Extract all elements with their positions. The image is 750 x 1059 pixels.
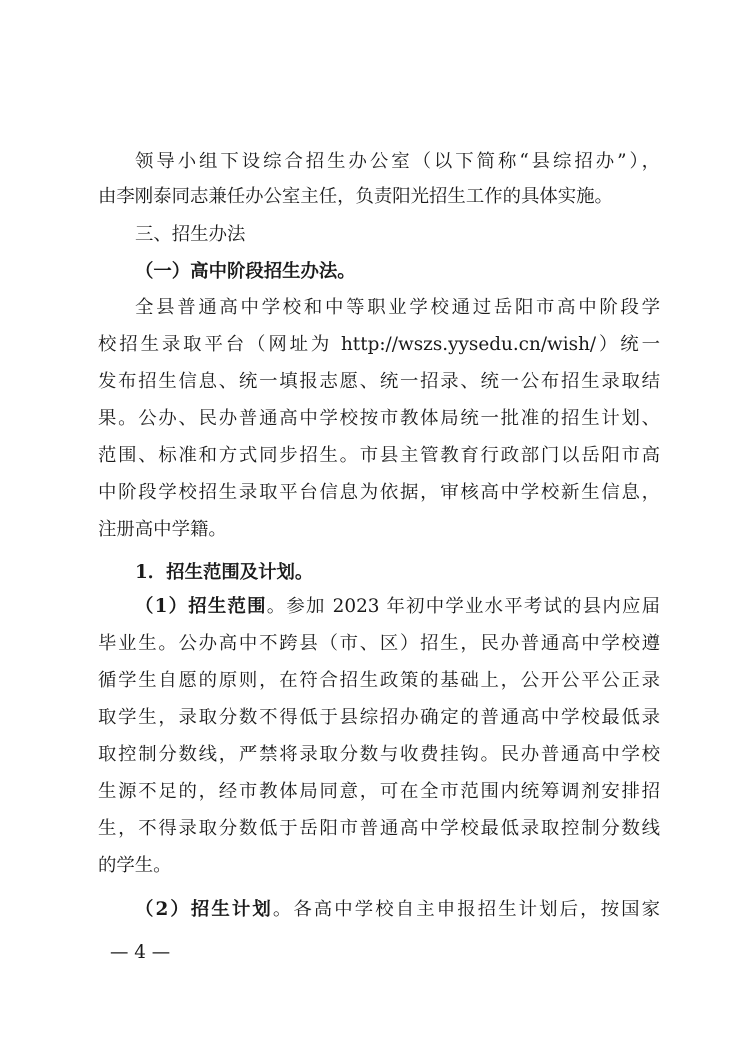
paragraph-line: 生，不得录取分数低于岳阳市普通高中学校最低录取控制分数线 (98, 818, 660, 839)
paragraph-line: 校招生录取平台（网址为 http://wszs.yysedu.cn/wish/）统一 (98, 334, 660, 355)
paragraph-line: 的学生。 (98, 855, 172, 876)
inline-heading: （2）招生计划 (135, 899, 273, 920)
paragraph-line: 果。公办、民办普通高中学校按市教体局统一批准的招生计划、 (98, 408, 660, 429)
item-heading: 1．招生范围及计划。 (135, 562, 314, 583)
paragraph-line: 范围、标准和方式同步招生。市县主管教育行政部门以岳阳市高 (98, 445, 660, 466)
subsection-heading: （一）高中阶段招生办法。 (135, 261, 356, 282)
page-number: — 4 — (110, 942, 171, 963)
paragraph-line: 由李刚泰同志兼任办公室主任，负责阳光招生工作的具体实施。 (98, 186, 613, 207)
inline-text: 。各高中学校自主申报招生计划后，按国家 (272, 899, 660, 920)
inline-text: 。参加 2023 年初中学业水平考试的县内应届 (266, 596, 661, 617)
paragraph-line (135, 592, 660, 622)
paragraph-line: 发布招生信息、统一填报志愿、统一招录、统一公布招生录取结 (98, 371, 660, 392)
paragraph-line: 取控制分数线，严禁将录取分数与收费挂钩。民办普通高中学校 (98, 744, 660, 765)
paragraph-line: 中阶段学校招生录取平台信息为依据，审核高中学校新生信息， (98, 482, 660, 503)
paragraph-line (135, 895, 660, 925)
paragraph-line: 注册高中学籍。 (98, 519, 227, 540)
paragraph-line: 循学生自愿的原则，在符合招生政策的基础上，公开公平公正录 (98, 670, 660, 691)
paragraph-line: 生源不足的，经市教体局同意，可在全市范围内统筹调剂安排招 (98, 781, 660, 802)
paragraph-line: 取学生，录取分数不得低于县综招办确定的普通高中学校最低录 (98, 707, 660, 728)
paragraph-line: 领导小组下设综合招生办公室（以下简称“县综招办”）， (135, 151, 660, 172)
paragraph-line: 全县普通高中学校和中等职业学校通过岳阳市高中阶段学 (135, 297, 660, 318)
inline-heading: （1）招生范围 (135, 596, 267, 617)
paragraph-line: 毕业生。公办高中不跨县（市、区）招生，民办普通高中学校遵 (98, 633, 660, 654)
section-heading: 三、招生办法 (135, 224, 246, 245)
